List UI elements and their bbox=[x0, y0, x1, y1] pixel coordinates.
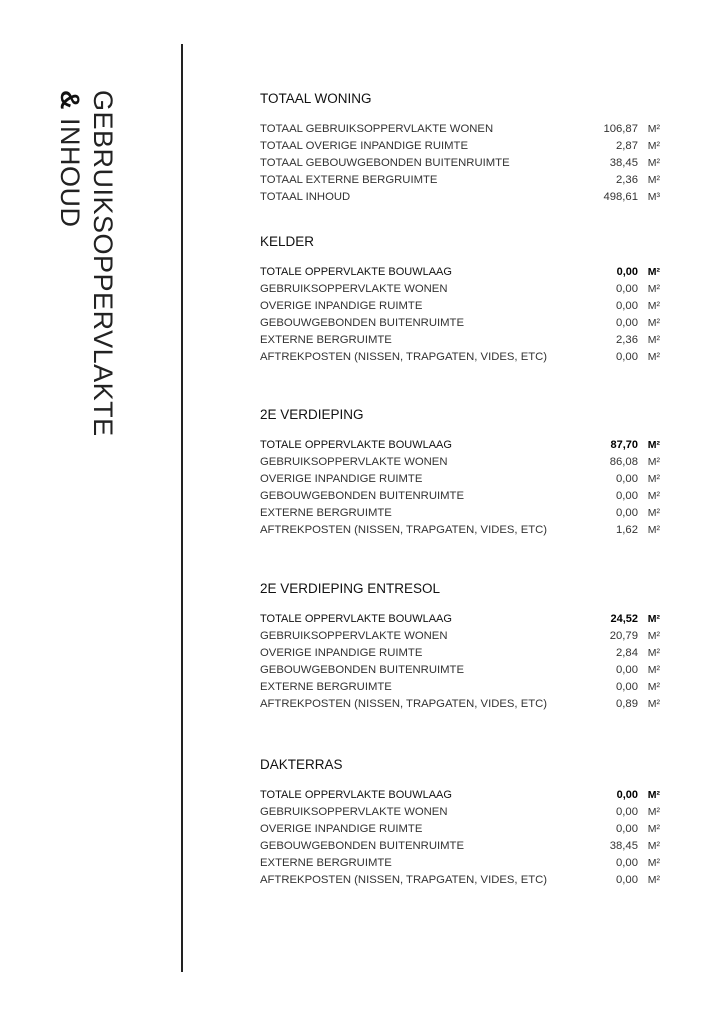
row-unit: M² bbox=[647, 664, 660, 676]
ampersand: & bbox=[55, 90, 85, 110]
row-label: GEBOUWGEBONDEN BUITENRUIMTE bbox=[260, 490, 464, 502]
row-unit: M² bbox=[647, 157, 660, 169]
row-label: TOTAAL OVERIGE INPANDIGE RUIMTE bbox=[260, 140, 468, 152]
table-row bbox=[260, 172, 660, 189]
row-unit: M² bbox=[647, 613, 660, 625]
table-row bbox=[260, 838, 660, 855]
section-rows bbox=[260, 437, 660, 539]
row-value: 0,00 bbox=[616, 490, 638, 502]
table-row-total bbox=[260, 787, 660, 804]
row-value: 1,62 bbox=[616, 524, 638, 536]
row-label: AFTREKPOSTEN (NISSEN, TRAPGATEN, VIDES, ETC) bbox=[260, 874, 548, 886]
table-row bbox=[260, 662, 660, 679]
table-row-total bbox=[260, 611, 660, 628]
row-value: 0,00 bbox=[616, 681, 638, 693]
row-unit: M² bbox=[647, 857, 660, 869]
row-unit: M² bbox=[647, 490, 660, 502]
row-label: GEBRUIKSOPPERVLAKTE WONEN bbox=[260, 283, 448, 295]
row-label: OVERIGE INPANDIGE RUIMTE bbox=[260, 647, 423, 659]
table-row bbox=[260, 471, 660, 488]
row-label: TOTAAL EXTERNE BERGRUIMTE bbox=[260, 174, 438, 186]
section-title: KELDER bbox=[260, 234, 315, 249]
row-unit: M² bbox=[647, 456, 660, 468]
section-2e-verdieping bbox=[260, 406, 660, 539]
row-value: 106,87 bbox=[603, 123, 638, 135]
table-row bbox=[260, 821, 660, 838]
table-row bbox=[260, 281, 660, 298]
row-label: TOTAAL INHOUD bbox=[260, 191, 351, 203]
row-label: EXTERNE BERGRUIMTE bbox=[260, 857, 392, 869]
row-label: OVERIGE INPANDIGE RUIMTE bbox=[260, 823, 423, 835]
row-value: 0,00 bbox=[616, 789, 638, 801]
row-value: 0,00 bbox=[616, 317, 638, 329]
row-unit: M² bbox=[647, 647, 660, 659]
row-label: GEBOUWGEBONDEN BUITENRUIMTE bbox=[260, 317, 464, 329]
row-unit: M² bbox=[647, 840, 660, 852]
row-unit: M² bbox=[647, 123, 660, 135]
row-value: 498,61 bbox=[603, 191, 638, 203]
table-row bbox=[260, 189, 660, 206]
row-unit: M² bbox=[647, 874, 660, 886]
section-title: 2E VERDIEPING bbox=[260, 407, 364, 422]
row-value: 38,45 bbox=[609, 157, 638, 169]
row-unit: M² bbox=[647, 439, 660, 451]
row-value: 24,52 bbox=[610, 613, 638, 625]
row-value: 87,70 bbox=[610, 439, 638, 451]
row-value: 0,00 bbox=[616, 664, 638, 676]
table-row bbox=[260, 505, 660, 522]
row-value: 2,36 bbox=[616, 174, 638, 186]
row-value: 0,00 bbox=[616, 507, 638, 519]
row-label: TOTALE OPPERVLAKTE BOUWLAAG bbox=[260, 266, 452, 278]
table-row bbox=[260, 298, 660, 315]
table-row-total bbox=[260, 264, 660, 281]
row-label: TOTALE OPPERVLAKTE BOUWLAAG bbox=[260, 789, 452, 801]
table-row bbox=[260, 488, 660, 505]
vertical-divider bbox=[181, 44, 183, 972]
row-unit: M² bbox=[647, 698, 660, 710]
row-value: 0,89 bbox=[616, 698, 638, 710]
row-value: 2,87 bbox=[616, 140, 638, 152]
row-label: OVERIGE INPANDIGE RUIMTE bbox=[260, 300, 423, 312]
row-unit: M² bbox=[647, 283, 660, 295]
table-row bbox=[260, 121, 660, 138]
row-unit: M² bbox=[647, 806, 660, 818]
row-label: GEBOUWGEBONDEN BUITENRUIMTE bbox=[260, 840, 464, 852]
row-value: 0,00 bbox=[616, 283, 638, 295]
table-row bbox=[260, 332, 660, 349]
side-title-line2-text: INHOUD bbox=[55, 118, 85, 228]
row-value: 0,00 bbox=[616, 473, 638, 485]
row-label: OVERIGE INPANDIGE RUIMTE bbox=[260, 473, 423, 485]
row-value: 0,00 bbox=[616, 874, 638, 886]
section-rows bbox=[260, 611, 660, 713]
section-title: DAKTERRAS bbox=[260, 757, 343, 772]
row-value: 0,00 bbox=[616, 806, 638, 818]
section-title: 2E VERDIEPING ENTRESOL bbox=[260, 581, 441, 596]
row-label: AFTREKPOSTEN (NISSEN, TRAPGATEN, VIDES, ETC) bbox=[260, 351, 548, 363]
row-unit: M² bbox=[647, 630, 660, 642]
row-label: GEBOUWGEBONDEN BUITENRUIMTE bbox=[260, 664, 464, 676]
row-unit: M² bbox=[647, 174, 660, 186]
row-unit: M² bbox=[647, 473, 660, 485]
table-row bbox=[260, 315, 660, 332]
row-label: GEBRUIKSOPPERVLAKTE WONEN bbox=[260, 806, 448, 818]
table-row bbox=[260, 155, 660, 172]
table-row bbox=[260, 855, 660, 872]
row-value: 20,79 bbox=[609, 630, 638, 642]
section-totaal-woning bbox=[260, 90, 660, 206]
row-label: EXTERNE BERGRUIMTE bbox=[260, 334, 392, 346]
section-dakterras bbox=[260, 756, 660, 889]
row-unit: M² bbox=[647, 789, 660, 801]
table-row bbox=[260, 522, 660, 539]
row-value: 0,00 bbox=[616, 351, 638, 363]
row-label: TOTAAL GEBRUIKSOPPERVLAKTE WONEN bbox=[260, 123, 494, 135]
row-label: TOTAAL GEBOUWGEBONDEN BUITENRUIMTE bbox=[260, 157, 510, 169]
table-row bbox=[260, 349, 660, 366]
row-label: GEBRUIKSOPPERVLAKTE WONEN bbox=[260, 456, 448, 468]
row-value: 86,08 bbox=[609, 456, 638, 468]
row-value: 0,00 bbox=[616, 823, 638, 835]
row-value: 0,00 bbox=[616, 857, 638, 869]
row-label: AFTREKPOSTEN (NISSEN, TRAPGATEN, VIDES, ETC) bbox=[260, 524, 548, 536]
row-unit: M² bbox=[647, 300, 660, 312]
table-row bbox=[260, 872, 660, 889]
row-unit: M² bbox=[647, 334, 660, 346]
section-2e-verdieping-entresol bbox=[260, 580, 660, 713]
table-row bbox=[260, 645, 660, 662]
table-row bbox=[260, 454, 660, 471]
side-title-line2 bbox=[54, 90, 85, 228]
table-row-total bbox=[260, 437, 660, 454]
row-label: GEBRUIKSOPPERVLAKTE WONEN bbox=[260, 630, 448, 642]
row-unit: M² bbox=[647, 266, 660, 278]
row-value: 2,84 bbox=[616, 647, 638, 659]
section-kelder bbox=[260, 233, 660, 366]
row-label: TOTALE OPPERVLAKTE BOUWLAAG bbox=[260, 439, 452, 451]
table-row bbox=[260, 628, 660, 645]
row-unit: M² bbox=[647, 524, 660, 536]
section-rows bbox=[260, 264, 660, 366]
row-label: EXTERNE BERGRUIMTE bbox=[260, 681, 392, 693]
row-unit: M² bbox=[647, 317, 660, 329]
row-label: AFTREKPOSTEN (NISSEN, TRAPGATEN, VIDES, ETC) bbox=[260, 698, 548, 710]
row-unit: M² bbox=[647, 681, 660, 693]
row-unit: M² bbox=[647, 823, 660, 835]
section-title: TOTAAL WONING bbox=[260, 91, 372, 106]
section-rows bbox=[260, 121, 660, 206]
row-label: TOTALE OPPERVLAKTE BOUWLAAG bbox=[260, 613, 452, 625]
row-unit: M² bbox=[647, 140, 660, 152]
side-title-line1: GEBRUIKSOPPERVLAKTE bbox=[88, 90, 118, 437]
table-row bbox=[260, 696, 660, 713]
table-row bbox=[260, 804, 660, 821]
table-row bbox=[260, 679, 660, 696]
table-row bbox=[260, 138, 660, 155]
row-unit: M³ bbox=[647, 191, 660, 203]
section-rows bbox=[260, 787, 660, 889]
row-value: 38,45 bbox=[609, 840, 638, 852]
row-unit: M² bbox=[647, 351, 660, 363]
row-value: 0,00 bbox=[616, 266, 638, 278]
row-unit: M² bbox=[647, 507, 660, 519]
row-value: 2,36 bbox=[616, 334, 638, 346]
row-value: 0,00 bbox=[616, 300, 638, 312]
row-label: EXTERNE BERGRUIMTE bbox=[260, 507, 392, 519]
